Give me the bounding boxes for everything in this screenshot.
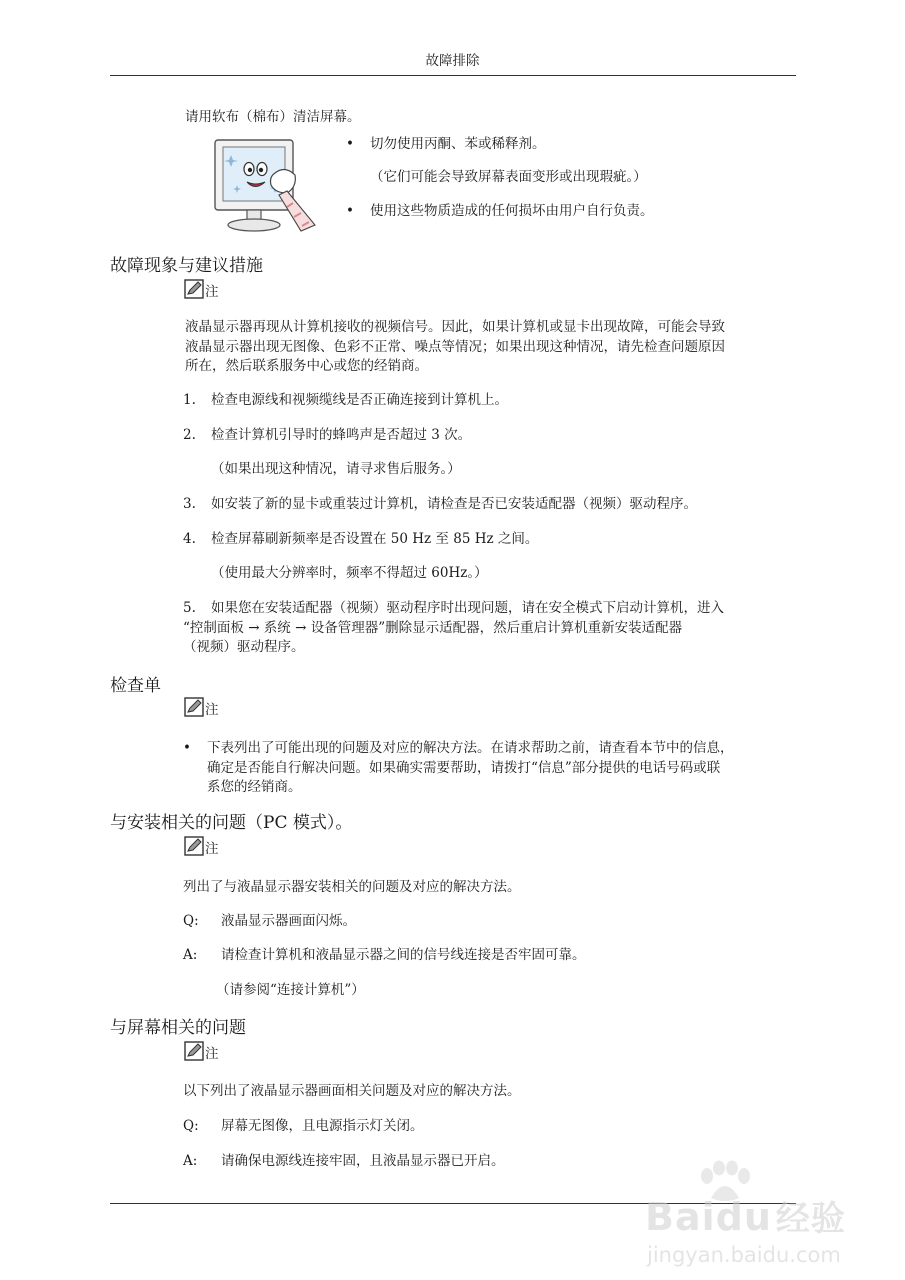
install-question <box>183 912 356 932</box>
checklist-text <box>207 739 797 798</box>
question-text: 液晶显示器画面闪烁。 <box>221 913 356 929</box>
symptom-item-4 <box>183 530 797 550</box>
checklist-line: 系您的经销商。 <box>207 779 302 796</box>
cleaning-bullet-text: 使用这些物质造成的任何损坏由用户自行负责。 <box>370 203 654 219</box>
section-title-checklist: 检查单 <box>110 676 161 696</box>
item-line: 如果您在安装适配器（视频）驱动程序时出现问题，请在安全模式下启动计算机，进入 <box>211 600 724 616</box>
item-text: 如安装了新的显卡或重装过计算机，请检查是否已安装适配器（视频）驱动程序。 <box>211 496 697 512</box>
note-label: 注 <box>205 701 219 718</box>
checklist-bullet <box>183 739 797 798</box>
answer-text: 请检查计算机和液晶显示器之间的信号线连接是否牢固可靠。 <box>221 947 586 963</box>
section-title-install: 与安装相关的问题（PC 模式）。 <box>110 813 353 833</box>
screen-answer <box>183 1152 505 1172</box>
install-answer <box>183 946 586 966</box>
item-number: 4. <box>183 531 196 547</box>
baidu-jingyan-watermark <box>645 1160 895 1270</box>
item-number: 2. <box>183 427 196 443</box>
item-line: “控制面板 → 系统 → 设备管理器”删除显示适配器，然后重启计算机重新安装适配器 <box>183 619 683 636</box>
answer-key: A: <box>183 1153 198 1169</box>
section-title-screen: 与屏幕相关的问题 <box>110 1018 246 1038</box>
item-4-note: （使用最大分辨率时，频率不得超过 60Hz。） <box>211 565 488 581</box>
cleaning-sub-note: （它们可能会导致屏幕表面变形或出现瑕疵。） <box>370 169 647 185</box>
watermark-brand-b: du <box>715 1195 772 1239</box>
item-2-note: （如果出现这种情况，请寻求售后服务。） <box>211 461 461 477</box>
cleaning-bullet-2 <box>346 202 796 222</box>
answer-text: 请确保电源线连接牢固，且液晶显示器已开启。 <box>221 1153 505 1169</box>
symptom-item-5 <box>183 599 797 658</box>
screen-question <box>183 1117 424 1137</box>
item-text: 检查电源线和视频缆线是否正确连接到计算机上。 <box>211 392 508 408</box>
note-pencil-icon <box>184 836 204 856</box>
cleaning-intro: 请用软布（棉布）清洁屏幕。 <box>185 109 361 125</box>
install-reference: （请参阅“连接计算机”） <box>216 982 365 998</box>
monitor-cleaning-illustration <box>205 135 330 235</box>
note-pencil-icon <box>184 697 204 717</box>
symptom-item-1 <box>183 391 797 411</box>
symptoms-paragraph <box>185 318 797 377</box>
paragraph-line: 液晶显示器再现从计算机接收的视频信号。因此，如果计算机或显卡出现故障，可能会导致 <box>185 319 725 335</box>
cleaning-bullet-1 <box>346 135 796 155</box>
note-label: 注 <box>205 1045 219 1062</box>
bullet-dot: • <box>346 203 354 219</box>
watermark-brand-a: Bai <box>645 1195 716 1239</box>
note-pencil-icon <box>184 279 204 299</box>
note-pencil-icon <box>184 1041 204 1061</box>
watermark-brand-c: 经验 <box>775 1199 846 1239</box>
note-marker <box>184 1041 219 1061</box>
page-header-title: 故障排除 <box>425 53 480 69</box>
checklist-line: 确定是否能自行解决问题。如果确实需要帮助，请拨打“信息”部分提供的电话号码或联 <box>207 759 721 776</box>
question-key: Q: <box>183 913 199 929</box>
note-label: 注 <box>205 840 219 857</box>
note-marker <box>184 836 219 856</box>
item-text <box>183 599 797 658</box>
checklist-line: 下表列出了可能出现的问题及对应的解决方法。在请求帮助之前，请查看本节中的信息， <box>207 740 734 756</box>
watermark-url: jingyan.baidu.com <box>647 1243 841 1267</box>
answer-key: A: <box>183 947 198 963</box>
note-label: 注 <box>205 283 219 300</box>
symptom-item-2 <box>183 426 797 446</box>
note-marker <box>184 279 219 299</box>
question-key: Q: <box>183 1118 199 1134</box>
item-number: 3. <box>183 496 196 512</box>
note-marker <box>184 697 219 717</box>
question-text: 屏幕无图像，且电源指示灯关闭。 <box>221 1118 424 1134</box>
install-intro: 列出了与液晶显示器安装相关的问题及对应的解决方法。 <box>183 879 521 895</box>
bullet-dot: • <box>346 136 354 152</box>
item-text: 检查屏幕刷新频率是否设置在 50 Hz 至 85 Hz 之间。 <box>211 531 539 547</box>
item-number: 1. <box>183 392 196 408</box>
bullet-dot: • <box>183 740 191 756</box>
item-line: （视频）驱动程序。 <box>183 639 305 656</box>
header-divider <box>110 75 796 76</box>
paragraph-line: 所在，然后联系服务中心或您的经销商。 <box>185 358 428 375</box>
item-number: 5. <box>183 600 196 616</box>
watermark-brand <box>645 1190 846 1245</box>
section-title-symptoms: 故障现象与建议措施 <box>110 256 263 276</box>
item-text: 检查计算机引导时的蜂鸣声是否超过 3 次。 <box>211 427 472 443</box>
cleaning-bullet-text: 切勿使用丙酮、苯或稀释剂。 <box>370 136 546 152</box>
symptom-item-3 <box>183 495 797 515</box>
screen-intro: 以下列出了液晶显示器画面相关问题及对应的解决方法。 <box>183 1083 521 1099</box>
paragraph-line: 液晶显示器出现无图像、色彩不正常、噪点等情况；如果出现这种情况，请先检查问题原因 <box>185 338 725 355</box>
